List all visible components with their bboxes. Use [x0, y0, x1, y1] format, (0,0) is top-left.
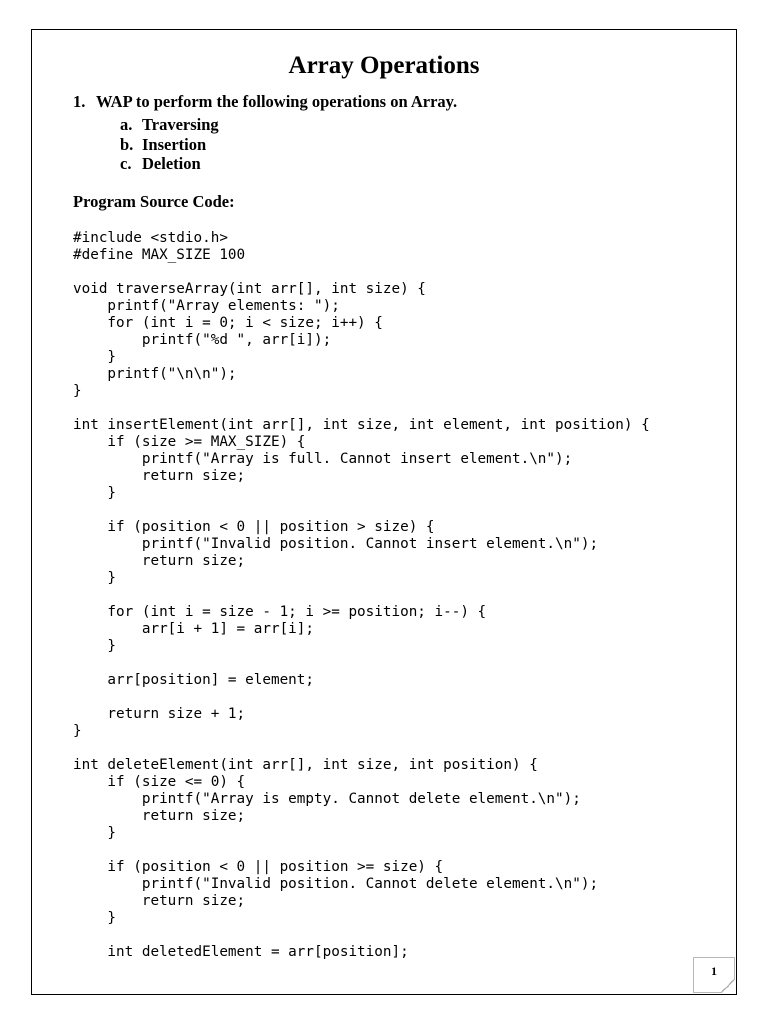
- code-line: for (int i = size - 1; i >= position; i--) {: [73, 604, 487, 620]
- code-line: if (position < 0 || position > size) {: [73, 519, 435, 535]
- operation-marker: a.: [120, 115, 133, 134]
- question: [73, 92, 457, 112]
- source-code-heading: Program Source Code:: [73, 192, 235, 211]
- operation-marker: b.: [120, 134, 134, 154]
- question-text: WAP to perform the following operations on Array.: [96, 92, 458, 111]
- code-line: [73, 842, 650, 859]
- code-line: [73, 400, 650, 417]
- operation-label: Insertion: [142, 134, 207, 154]
- code-line: printf("\n\n");: [73, 366, 237, 382]
- code-line: }: [73, 910, 117, 926]
- page-number-box: [693, 957, 735, 993]
- code-line: }: [73, 349, 117, 365]
- operation-item: [120, 154, 219, 174]
- code-line: return size;: [73, 553, 246, 569]
- operations-list: [120, 115, 219, 174]
- source-code-block: [73, 230, 650, 961]
- page-curl-icon: [721, 979, 735, 993]
- operation-label: Deletion: [142, 154, 201, 173]
- code-line: if (position < 0 || position >= size) {: [73, 859, 444, 875]
- code-line: }: [73, 570, 117, 586]
- operation-label: Traversing: [142, 115, 219, 134]
- code-line: printf("Array elements: ");: [73, 298, 340, 314]
- code-line: return size + 1;: [73, 706, 246, 722]
- code-line: arr[position] = element;: [73, 672, 315, 688]
- code-line: [73, 502, 650, 519]
- code-line: return size;: [73, 893, 246, 909]
- code-line: [73, 740, 650, 757]
- code-line: int insertElement(int arr[], int size, int element, int position) {: [73, 417, 650, 433]
- operation-item: [120, 115, 219, 135]
- code-line: [73, 927, 650, 944]
- code-line: }: [73, 825, 117, 841]
- code-line: [73, 587, 650, 604]
- code-line: }: [73, 383, 82, 399]
- code-line: #include <stdio.h>: [73, 230, 228, 246]
- code-line: if (size <= 0) {: [73, 774, 246, 790]
- code-line: }: [73, 485, 117, 501]
- code-line: void traverseArray(int arr[], int size) {: [73, 281, 426, 297]
- code-line: printf("Array is full. Cannot insert element.\n");: [73, 451, 573, 467]
- code-line: }: [73, 723, 82, 739]
- code-line: int deleteElement(int arr[], int size, int position) {: [73, 757, 538, 773]
- code-line: int deletedElement = arr[position];: [73, 944, 409, 960]
- operation-marker: c.: [120, 154, 132, 173]
- page-number: 1: [711, 964, 717, 978]
- code-line: printf("Invalid position. Cannot delete element.\n");: [73, 876, 599, 892]
- operation-item: [120, 135, 219, 155]
- code-line: for (int i = 0; i < size; i++) {: [73, 315, 383, 331]
- code-line: return size;: [73, 468, 246, 484]
- code-line: [73, 264, 650, 281]
- document-title: Array Operations: [288, 52, 480, 79]
- code-line: return size;: [73, 808, 246, 824]
- code-line: printf("Array is empty. Cannot delete element.\n");: [73, 791, 581, 807]
- code-line: printf("Invalid position. Cannot insert element.\n");: [73, 536, 599, 552]
- code-line: if (size >= MAX_SIZE) {: [73, 434, 306, 450]
- code-line: [73, 689, 650, 706]
- code-line: #define MAX_SIZE 100: [73, 247, 246, 263]
- code-line: [73, 655, 650, 672]
- code-line: printf("%d ", arr[i]);: [73, 332, 332, 348]
- code-line: }: [73, 638, 117, 654]
- question-number: 1.: [73, 92, 86, 111]
- code-line: arr[i + 1] = arr[i];: [73, 621, 315, 637]
